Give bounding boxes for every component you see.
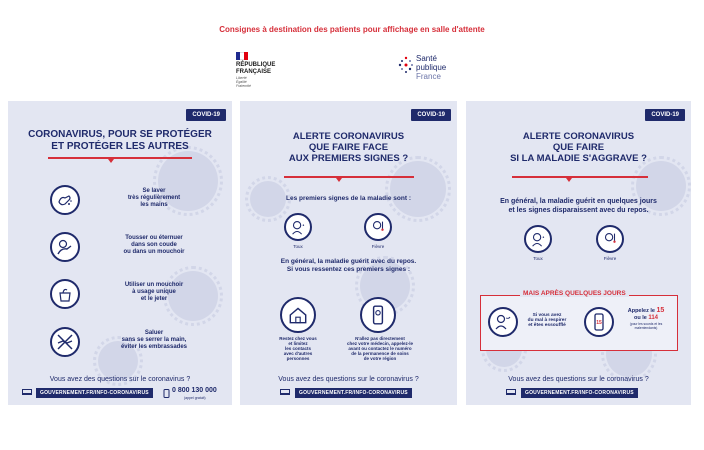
rf-line1: RÉPUBLIQUE xyxy=(236,62,276,68)
questions-text: Vous avez des questions sur le coronavirus ? xyxy=(278,376,419,383)
body-text: En général, la maladie guérit avec du repos. Si vous ressentez ces premiers signes : xyxy=(280,258,417,273)
gesture-tissue-text: Utiliser un mouchoir à usage unique et le jeter xyxy=(124,282,184,302)
tissue-bin-icon xyxy=(50,279,80,309)
advice-call-doctor: N'allez pas directement chez votre médecin, appelez-le avant ou contactez le numéro de la permanence de soins de votre région xyxy=(346,336,414,361)
sign-cough-label: Toux xyxy=(533,256,543,261)
phone-icon xyxy=(163,389,170,398)
virus-decoration-icon xyxy=(390,161,446,217)
laptop-icon xyxy=(280,389,290,395)
call-114: 114 xyxy=(648,315,659,321)
info-url-link[interactable]: GOUVERNEMENT.FR/INFO-CORONAVIRUS xyxy=(521,388,638,398)
breathless-icon xyxy=(488,307,518,337)
sante-publique-france-logo xyxy=(398,52,468,88)
poster-title-line3: SI LA MALADIE S'AGGRAVE ? xyxy=(510,153,647,164)
rf-motto3: Fraternité xyxy=(236,84,251,88)
sp-line1: Santé xyxy=(416,54,437,63)
no-handshake-icon xyxy=(50,327,80,357)
title-underline xyxy=(512,176,648,178)
poster-title-line2: ET PROTÉGER LES AUTRES xyxy=(51,141,189,152)
title-underline xyxy=(284,176,414,178)
call-note: (pour les sourds et les malentendants) xyxy=(629,322,663,330)
sign-cough-label: Toux xyxy=(293,244,303,249)
covid-tag: COVID-19 xyxy=(645,109,685,121)
phone-note: (appel gratuit) xyxy=(184,396,206,400)
french-flag-icon xyxy=(236,52,248,60)
info-url-link[interactable]: GOUVERNEMENT.FR/INFO-CORONAVIRUS xyxy=(36,388,153,398)
poster-worsening xyxy=(466,101,691,405)
gesture-wash-text: Se laver très régulièrement les mains xyxy=(127,188,181,208)
info-url-link[interactable]: GOUVERNEMENT.FR/INFO-CORONAVIRUS xyxy=(295,388,412,398)
warning-call: Appelez le 15 ou le 114 (pour les sourds et les malentendants) xyxy=(618,307,674,330)
phone-emergency-icon xyxy=(584,307,614,337)
poster-protect xyxy=(8,101,232,405)
poster-title xyxy=(8,129,232,153)
call-doctor-icon xyxy=(360,297,396,333)
poster-title xyxy=(240,131,457,164)
poster-title-line1: CORONAVIRUS, POUR SE PROTÉGER xyxy=(28,129,212,140)
covid-tag: COVID-19 xyxy=(411,109,451,121)
questions-text: Vous avez des questions sur le coronavirus ? xyxy=(49,376,191,383)
page-title: Consignes à destination des patients pour affichage en salle d'attente xyxy=(219,25,485,34)
svg-text:15: 15 xyxy=(596,320,602,326)
dots-logo-icon xyxy=(398,56,414,76)
cough-icon xyxy=(524,225,552,253)
rf-line2: FRANÇAISE xyxy=(236,68,272,75)
cough-elbow-icon xyxy=(50,232,80,262)
poster-title-line2: QUE FAIRE FACE xyxy=(308,142,389,153)
laptop-icon xyxy=(22,389,32,395)
sign-fever-label: Fièvre xyxy=(371,244,385,249)
poster-title xyxy=(466,131,691,164)
poster-title-line3: AUX PREMIERS SIGNES ? xyxy=(288,153,409,164)
republique-francaise-logo xyxy=(236,52,296,90)
sp-line2: publique xyxy=(416,63,447,72)
warning-symptoms: Si vous avez du mal à respirer et êtes essoufflé xyxy=(527,313,567,328)
stay-home-icon xyxy=(280,297,316,333)
signs-heading: Les premiers signes de la maladie sont : xyxy=(286,195,411,202)
gesture-cough-text: Tousser ou éternuer dans son coude ou dans un mouchoir xyxy=(123,235,185,255)
call-15: 15 xyxy=(656,307,665,314)
covid-tag: COVID-19 xyxy=(186,109,226,121)
laptop-icon xyxy=(506,389,516,395)
fever-icon xyxy=(596,225,624,253)
poster-title-line1: ALERTE CORONAVIRUS xyxy=(292,131,405,142)
poster-first-signs xyxy=(240,101,457,405)
sign-fever-label: Fièvre xyxy=(603,256,617,261)
questions-text: Vous avez des questions sur le coronavirus ? xyxy=(508,376,649,383)
warning-box-title: MAIS APRÈS QUELQUES JOURS xyxy=(520,290,629,297)
gesture-greet-text: Saluer sans se serrer la main, éviter les embrassades xyxy=(120,330,188,350)
advice-stay-home: Restez chez vous et limitez les contacts avec d'autres personnes xyxy=(279,336,317,361)
sp-line3: France xyxy=(416,72,441,81)
body-text: En général, la maladie guérit en quelques jours et les signes disparaissent avec du repos. xyxy=(500,198,657,214)
cough-icon xyxy=(284,213,312,241)
rf-motto1: Liberté xyxy=(236,76,247,80)
hand-washing-icon xyxy=(50,185,80,215)
poster-title-line2: QUE FAIRE xyxy=(552,142,605,153)
rf-motto2: Égalité xyxy=(236,80,247,84)
poster-title-line1: ALERTE CORONAVIRUS xyxy=(522,131,635,142)
phone-number: 0 800 130 000 xyxy=(172,387,217,394)
fever-icon xyxy=(364,213,392,241)
title-underline xyxy=(48,157,192,159)
